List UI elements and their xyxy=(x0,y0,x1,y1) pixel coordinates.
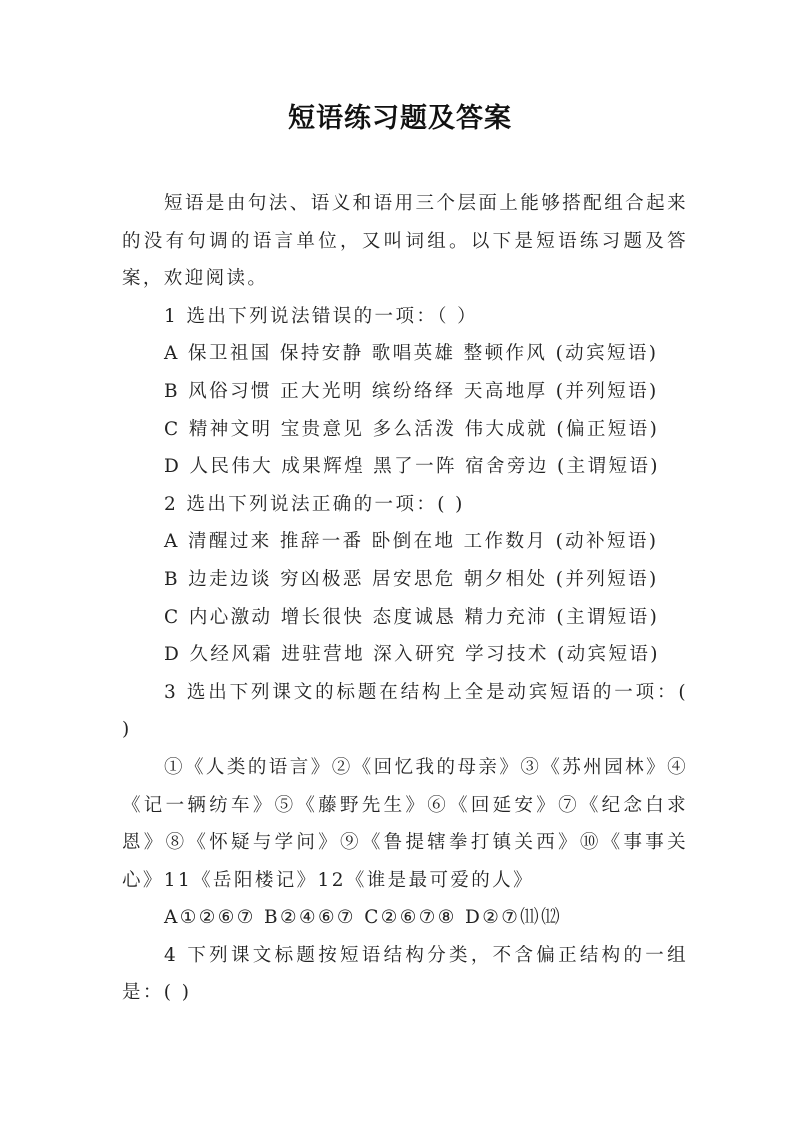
question-1-option-d: D 人民伟大 成果辉煌 黑了一阵 宿舍旁边 (主谓短语) xyxy=(164,456,660,478)
question-3-stem: 3 选出下列课文的标题在结构上全是动宾短语的一项：( ) xyxy=(122,681,688,741)
question-2-option-b: B 边走边谈 穷凶极恶 居安思危 朝夕相处 (并列短语) xyxy=(164,568,659,590)
question-1-option-a: A 保卫祖国 保持安静 歌唱英雄 整顿作风 (动宾短语) xyxy=(164,343,659,365)
question-3-title-list: ①《人类的语言》②《回忆我的母亲》③《苏州园林》④《记一辆纺车》⑤《藤野先生》⑥《回延安》⑦《纪念白求恩》⑧《怀疑与学问》⑨《鲁提辖拳打镇关西》⑩《事事关心》11《岳阳楼记》12《谁是最可爱的人》 xyxy=(122,756,688,891)
question-1-stem: 1 选出下列说法错误的一项：（ ） xyxy=(164,305,479,327)
question-2-option-a: A 清醒过来 推辞一番 卧倒在地 工作数月 (动补短语) xyxy=(164,531,659,553)
question-2-stem: 2 选出下列说法正确的一项：( ) xyxy=(164,493,465,515)
question-3-answers: A①②⑥⑦ B②④⑥⑦ C②⑥⑦⑧ D②⑦⑾⑿ xyxy=(164,907,562,929)
question-1-option-c: C 精神文明 宝贵意见 多么活泼 伟大成就 (偏正短语) xyxy=(164,418,660,440)
document-body xyxy=(122,185,688,1012)
question-2-option-c: C 内心激动 增长很快 态度诚恳 精力充沛 (主谓短语) xyxy=(164,606,660,628)
question-2-option-d: D 久经风霜 进驻营地 深入研究 学习技术 (动宾短语) xyxy=(164,644,660,666)
intro-paragraph: 短语是由句法、语义和语用三个层面上能够搭配组合起来的没有句调的语言单位，又叫词组。以下是短语练习题及答案，欢迎阅读。 xyxy=(122,193,688,290)
question-1-option-b: B 风俗习惯 正大光明 缤纷络绎 天高地厚 (并列短语) xyxy=(164,380,659,402)
document-title: 短语练习题及答案 xyxy=(288,103,512,134)
question-4-stem: 4 下列课文标题按短语结构分类，不含偏正结构的一组是：( ) xyxy=(122,944,688,1004)
